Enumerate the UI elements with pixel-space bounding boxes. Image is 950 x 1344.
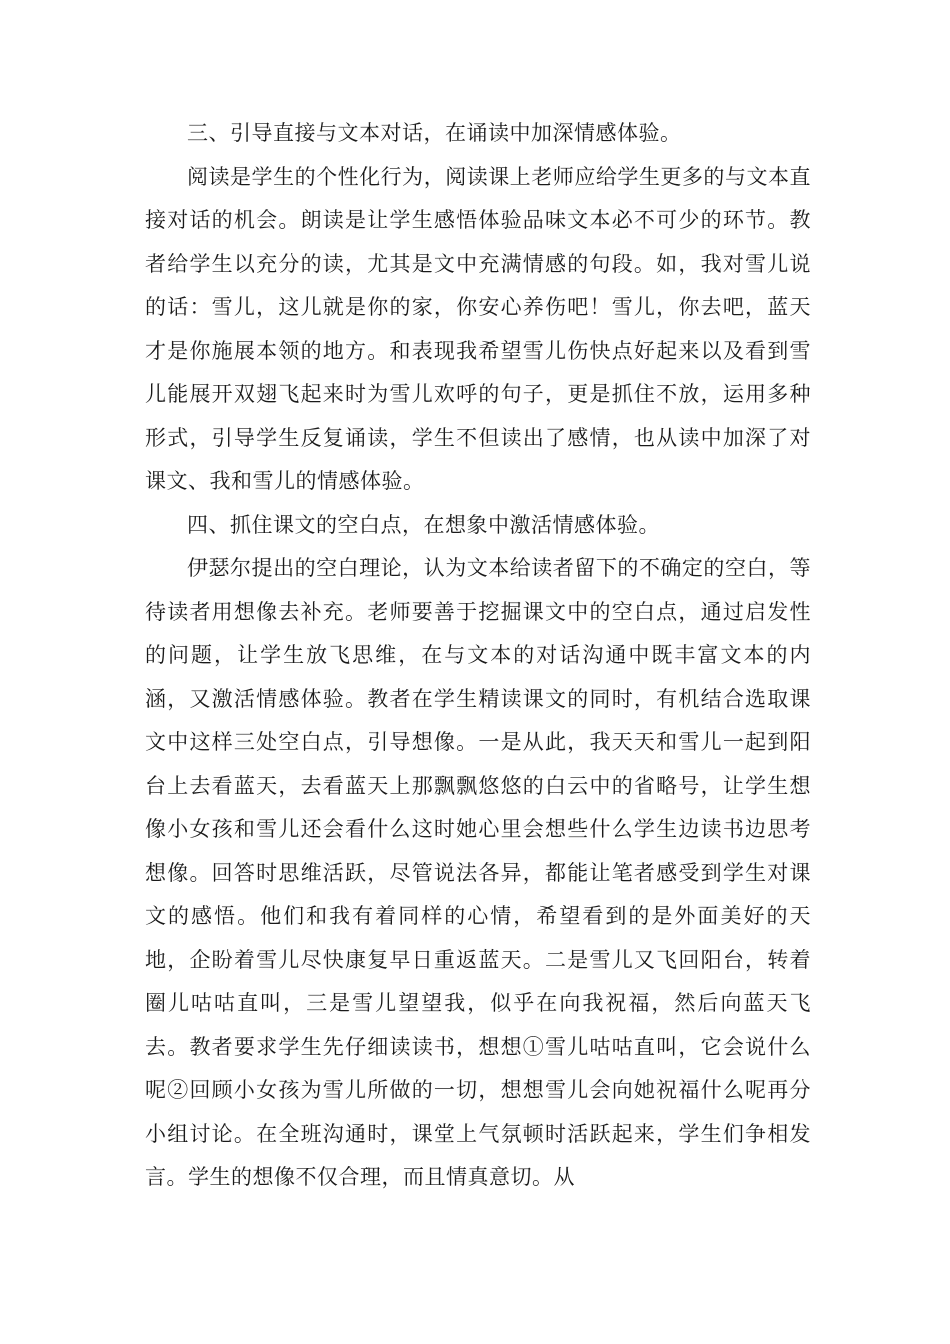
- body-paragraph: 阅读是学生的个性化行为，阅读课上老师应给学生更多的与文本直接对话的机会。朗读是让学生感悟体验品味文本必不可少的环节。教者给学生以充分的读，尤其是文中充满情感的句段。如，我对雪儿说的话：雪儿，这儿就是你的家，你安心养伤吧！雪儿，你去吧，蓝天才是你施展本领的地方。和表现我希望雪儿伤快点好起来以及看到雪儿能展开双翅飞起来时为雪儿欢呼的句子，更是抓住不放，运用多种形式，引导学生反复诵读，学生不但读出了感情，也从读中加深了对课文、我和雪儿的情感体验。: [145, 164, 811, 493]
- section-heading-3: 三、引导直接与文本对话，在诵读中加深情感体验。: [187, 121, 682, 145]
- body-paragraph: 伊瑟尔提出的空白理论，认为文本给读者留下的不确定的空白，等待读者用想像去补充。老师要善于挖掘课文中的空白点，通过启发性的问题，让学生放飞思维，在与文本的对话沟通中既丰富文本的内涵，又激活情感体验。教者在学生精读课文的同时，有机结合选取课文中这样三处空白点，引导想像。一是从此，我天天和雪儿一起到阳台上去看蓝天，去看蓝天上那飘飘悠悠的白云中的省略号，让学生想像小女孩和雪儿还会看什么这时她心里会想些什么学生边读书边思考想像。回答时思维活跃，尽管说法各异，都能让笔者感受到学生对课文的感悟。他们和我有着同样的心情，希望看到的是外面美好的天地，企盼着雪儿尽快康复早日重返蓝天。二是雪儿又飞回阳台，转着圈儿咕咕直叫，三是雪儿望望我，似乎在向我祝福，然后向蓝天飞去。教者要求学生先仔细读读书，想想①雪儿咕咕直叫，它会说什么呢②回顾小女孩为雪儿所做的一切，想想雪儿会向她祝福什么呢再分小组讨论。在全班沟通时，课堂上气氛顿时活跃起来，学生们争相发言。学生的想像不仅合理，而且情真意切。从: [145, 556, 811, 1189]
- document-body: [145, 112, 811, 1200]
- section-heading-4: 四、抓住课文的空白点，在想象中激活情感体验。: [187, 512, 660, 537]
